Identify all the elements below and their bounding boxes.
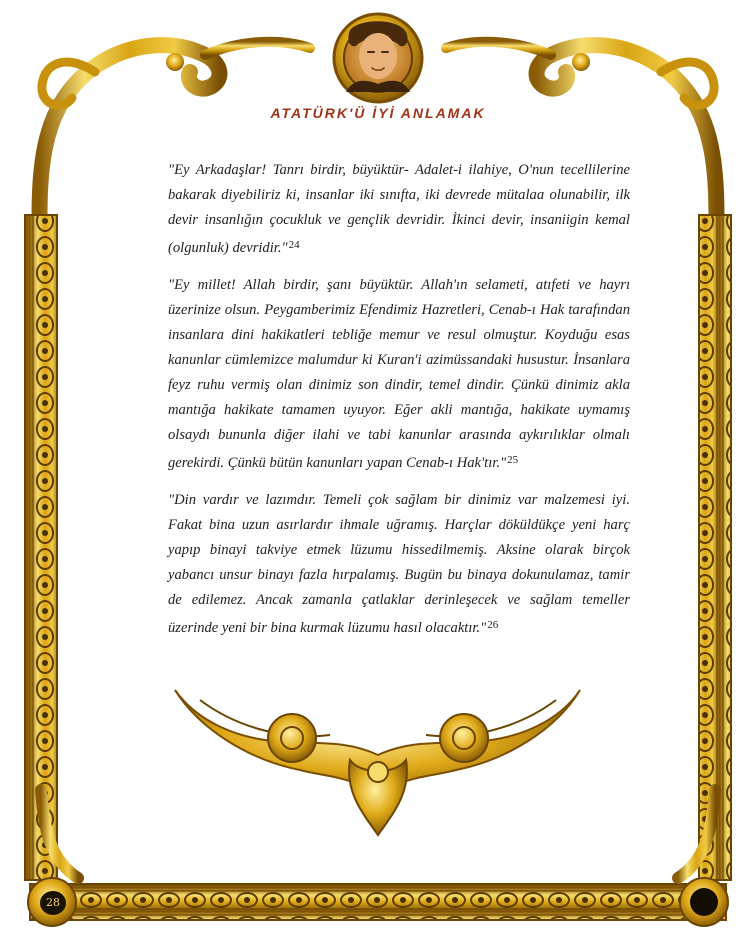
footnote-marker: 24 <box>288 239 300 251</box>
quote-text: "Ey millet! Allah birdir, şanı büyüktür. Allah'ın selameti, atıfeti ve hayrı üzerinize olsun. Peygamberimiz Efendimiz Hazretleri, Cenab-ı Hak tarafından insanlara dini hakikatleri tebliğe memur ve resul olmuştur. Koyduğu esas kanunlar cümlemizce malumdur ki Kuran'i azimüssandaki husustur. İnsanlara feyz ruhu vermiş olan dinimiz son dindir, temel dindir. Çünkü dinimiz akla mantığa hakikate tamamen uyuyor. Eğer akli mantığa, hakikate uymamış olsaydı bununla diğer ilahi ve tabi kanunlar arasında aykırılıklar olmalı gerekirdi. Çünkü bütün kanunları yapan Cenab-ı Hak'tır." <box>168 277 630 471</box>
quote-text: "Din vardır ve lazımdır. Temeli çok sağlam bir dinimiz var malzemesi iyi. Fakat bina uzun asırlardır ihmale uğramış. Harçlar döküldükçe yeni harç yapıp binayi takviye etmek lüzumu hissedilmemiş. Aksine olarak birçok yabancı unsur binayı fazla hırpalamış. Bugün bu binaya dokunulamaz, tamir de edilemez. Ancak zamanla çatlaklar derinleşecek ve sağlam temeller üzerinde yeni bir bina kurmak lüzumu hasıl olacaktır." <box>168 492 630 636</box>
quote-text: "Ey Arkadaşlar! Tanrı birdir, büyüktür- Adalet-i ilahiye, O'nun tecellilerine bakarak diyebiliriz ki, insanlar iki sınıfta, iki devrede mütalaa olunabilir, ilk devir insanlığın çocukluk ve gençlik devridir. İkinci devir, insaniigin kemal (olgunluk) devridir." <box>168 162 630 256</box>
bottom-chain-border <box>30 884 726 920</box>
quote-paragraph <box>168 273 630 476</box>
quote-paragraph <box>168 488 630 641</box>
footnote-marker: 25 <box>507 454 519 466</box>
footnote-marker: 26 <box>487 619 499 631</box>
portrait-medallion <box>334 14 422 102</box>
quote-paragraph <box>168 158 630 261</box>
quote-text-body <box>168 158 630 653</box>
left-chain-border <box>25 215 57 880</box>
page-heading: ATATÜRK'Ü İYİ ANLAMAK <box>270 105 486 121</box>
central-baroque-ornament <box>175 690 580 835</box>
right-chain-border <box>699 215 731 880</box>
page-number: 28 <box>40 891 66 915</box>
